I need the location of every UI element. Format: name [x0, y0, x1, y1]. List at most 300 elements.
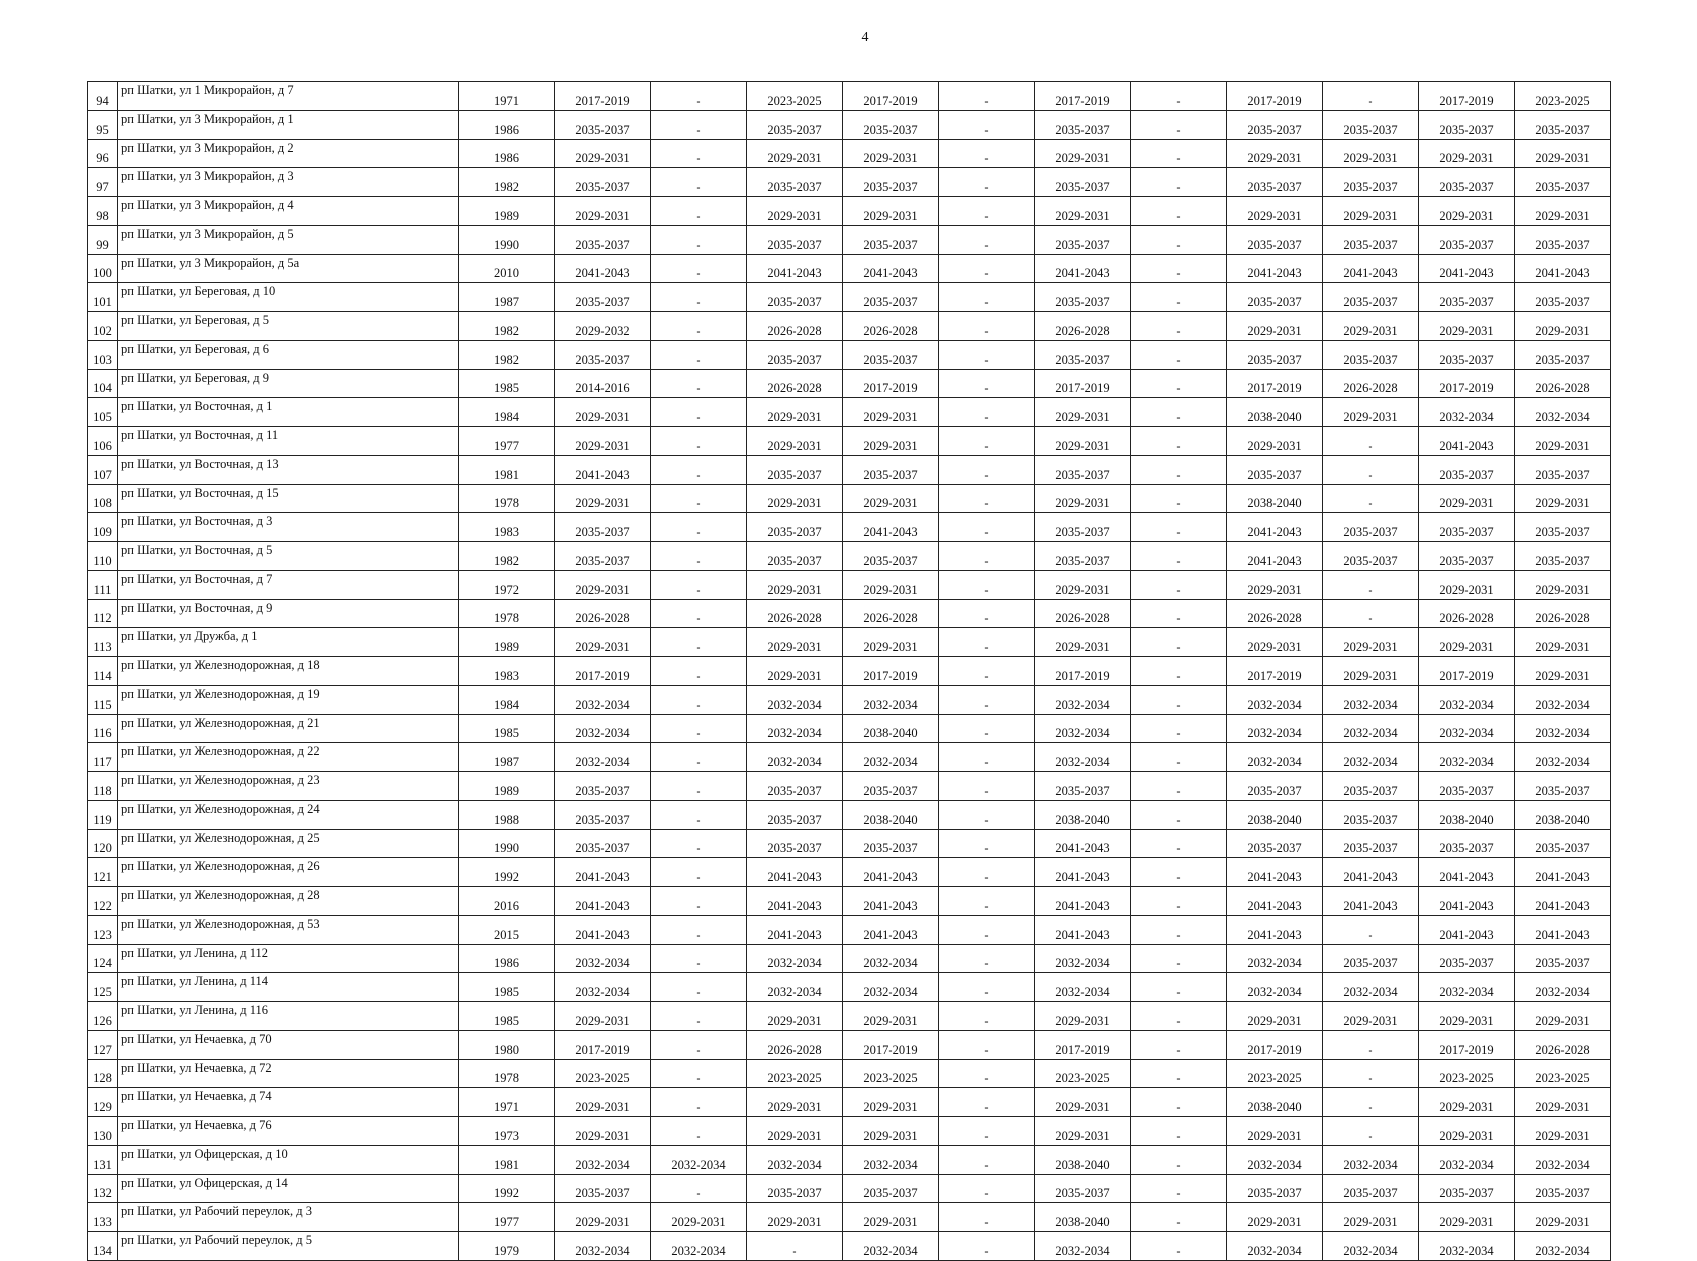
schedule-period-cell: 2032-2034 — [1515, 685, 1611, 714]
schedule-period-cell: 2032-2034 — [1515, 1232, 1611, 1261]
row-number-cell: 96 — [88, 139, 118, 168]
year-built-cell: 1977 — [459, 1203, 555, 1232]
table-row — [88, 82, 1611, 111]
schedule-period-cell: 2032-2034 — [1227, 944, 1323, 973]
schedule-period-cell: - — [939, 398, 1035, 427]
schedule-period-cell: - — [939, 800, 1035, 829]
address-cell: рп Шатки, ул Железнодорожная, д 23 — [118, 772, 459, 801]
table-row — [88, 685, 1611, 714]
schedule-period-cell: 2035-2037 — [1227, 829, 1323, 858]
schedule-period-cell: - — [651, 254, 747, 283]
schedule-period-cell: - — [1131, 1174, 1227, 1203]
schedule-period-cell: - — [651, 312, 747, 341]
schedule-period-cell: 2029-2031 — [1227, 139, 1323, 168]
schedule-period-cell: 2035-2037 — [1035, 542, 1131, 571]
schedule-period-cell: 2035-2037 — [1035, 110, 1131, 139]
schedule-period-cell: 2035-2037 — [843, 283, 939, 312]
year-built-cell: 1985 — [459, 369, 555, 398]
schedule-period-cell: 2026-2028 — [1515, 599, 1611, 628]
schedule-period-cell: 2029-2031 — [555, 1203, 651, 1232]
table-row — [88, 340, 1611, 369]
year-built-cell: 2016 — [459, 887, 555, 916]
row-number-cell: 110 — [88, 542, 118, 571]
schedule-period-cell: 2035-2037 — [843, 829, 939, 858]
schedule-period-cell: 2017-2019 — [555, 657, 651, 686]
schedule-period-cell: 2041-2043 — [1419, 887, 1515, 916]
schedule-period-cell: 2035-2037 — [1323, 1174, 1419, 1203]
schedule-period-cell: - — [939, 685, 1035, 714]
schedule-period-cell: 2023-2025 — [1515, 82, 1611, 111]
schedule-period-cell: 2029-2031 — [747, 628, 843, 657]
schedule-period-cell: - — [1131, 973, 1227, 1002]
schedule-period-cell: 2017-2019 — [843, 369, 939, 398]
row-number-cell: 114 — [88, 657, 118, 686]
schedule-period-cell: 2035-2037 — [1419, 1174, 1515, 1203]
table-row — [88, 772, 1611, 801]
schedule-period-cell: 2026-2028 — [1323, 369, 1419, 398]
table-row — [88, 829, 1611, 858]
schedule-period-cell: 2029-2031 — [747, 570, 843, 599]
schedule-period-cell: 2026-2028 — [1515, 369, 1611, 398]
schedule-period-cell: 2032-2034 — [843, 1145, 939, 1174]
year-built-cell: 1973 — [459, 1117, 555, 1146]
schedule-period-cell: 2017-2019 — [1419, 657, 1515, 686]
schedule-period-cell: - — [1323, 1117, 1419, 1146]
schedule-period-cell: 2023-2025 — [1419, 1059, 1515, 1088]
table-row — [88, 197, 1611, 226]
address-cell: рп Шатки, ул 3 Микрорайон, д 1 — [118, 110, 459, 139]
schedule-period-cell: 2035-2037 — [1227, 1174, 1323, 1203]
schedule-period-cell: 2032-2034 — [555, 714, 651, 743]
schedule-period-cell: 2035-2037 — [1515, 340, 1611, 369]
schedule-period-cell: 2032-2034 — [1323, 1232, 1419, 1261]
schedule-period-cell: - — [651, 542, 747, 571]
schedule-period-cell: 2029-2031 — [555, 1002, 651, 1031]
schedule-period-cell: 2029-2031 — [747, 427, 843, 456]
schedule-period-cell: 2035-2037 — [747, 513, 843, 542]
schedule-period-cell: - — [1323, 570, 1419, 599]
schedule-period-cell: - — [1131, 1059, 1227, 1088]
schedule-period-cell: 2035-2037 — [1419, 542, 1515, 571]
schedule-period-cell: 2029-2031 — [747, 398, 843, 427]
schedule-period-cell: - — [1131, 312, 1227, 341]
schedule-period-cell: - — [1323, 1030, 1419, 1059]
schedule-period-cell: 2032-2034 — [555, 685, 651, 714]
schedule-period-cell: 2035-2037 — [1419, 168, 1515, 197]
schedule-period-cell: 2029-2031 — [1323, 657, 1419, 686]
schedule-period-cell: - — [1131, 168, 1227, 197]
schedule-period-cell: 2035-2037 — [747, 225, 843, 254]
schedule-period-cell: 2041-2043 — [843, 513, 939, 542]
schedule-period-cell: 2035-2037 — [843, 455, 939, 484]
row-number-cell: 111 — [88, 570, 118, 599]
schedule-period-cell: 2035-2037 — [1323, 542, 1419, 571]
schedule-period-cell: 2041-2043 — [747, 254, 843, 283]
schedule-period-cell: - — [651, 427, 747, 456]
schedule-period-cell: 2032-2034 — [1323, 685, 1419, 714]
schedule-period-cell: 2029-2031 — [1419, 1117, 1515, 1146]
schedule-period-cell: - — [651, 168, 747, 197]
schedule-period-cell: - — [939, 168, 1035, 197]
schedule-period-cell: 2041-2043 — [1419, 427, 1515, 456]
row-number-cell: 108 — [88, 484, 118, 513]
schedule-period-cell: - — [939, 427, 1035, 456]
schedule-period-cell: 2035-2037 — [747, 283, 843, 312]
schedule-period-cell: 2029-2031 — [747, 139, 843, 168]
schedule-period-cell: 2032-2034 — [1419, 1232, 1515, 1261]
schedule-period-cell: - — [1131, 685, 1227, 714]
schedule-period-cell: 2026-2028 — [555, 599, 651, 628]
schedule-period-cell: - — [651, 657, 747, 686]
schedule-period-cell: 2038-2040 — [1035, 800, 1131, 829]
address-cell: рп Шатки, ул 3 Микрорайон, д 5а — [118, 254, 459, 283]
schedule-period-cell: 2035-2037 — [555, 225, 651, 254]
schedule-period-cell: 2035-2037 — [843, 225, 939, 254]
schedule-period-cell: 2038-2040 — [1035, 1145, 1131, 1174]
page-number: 4 — [861, 30, 869, 45]
row-number-cell: 120 — [88, 829, 118, 858]
schedule-period-cell: 2035-2037 — [1227, 225, 1323, 254]
schedule-period-cell: 2032-2034 — [1035, 973, 1131, 1002]
table-row — [88, 570, 1611, 599]
address-cell: рп Шатки, ул Нечаевка, д 76 — [118, 1117, 459, 1146]
schedule-period-cell: - — [651, 628, 747, 657]
schedule-period-cell: 2035-2037 — [1515, 944, 1611, 973]
schedule-period-cell: 2032-2034 — [1035, 714, 1131, 743]
schedule-period-cell: - — [939, 82, 1035, 111]
schedule-period-cell: 2029-2031 — [1515, 1117, 1611, 1146]
schedule-period-cell: 2032-2034 — [1419, 973, 1515, 1002]
address-cell: рп Шатки, ул Железнодорожная, д 24 — [118, 800, 459, 829]
address-cell: рп Шатки, ул Восточная, д 3 — [118, 513, 459, 542]
year-built-cell: 1992 — [459, 1174, 555, 1203]
schedule-period-cell: 2032-2034 — [1515, 743, 1611, 772]
schedule-period-cell: 2035-2037 — [555, 168, 651, 197]
schedule-period-cell: 2029-2031 — [1227, 312, 1323, 341]
row-number-cell: 103 — [88, 340, 118, 369]
schedule-period-cell: 2029-2031 — [843, 427, 939, 456]
schedule-period-cell: 2029-2031 — [843, 1088, 939, 1117]
schedule-period-cell: 2038-2040 — [1227, 1088, 1323, 1117]
row-number-cell: 94 — [88, 82, 118, 111]
schedule-period-cell: - — [939, 369, 1035, 398]
schedule-period-cell: 2029-2031 — [1035, 197, 1131, 226]
schedule-period-cell: 2035-2037 — [1035, 455, 1131, 484]
schedule-period-cell: 2029-2031 — [1323, 312, 1419, 341]
schedule-period-cell: 2035-2037 — [555, 772, 651, 801]
schedule-period-cell: 2032-2034 — [555, 743, 651, 772]
address-cell: рп Шатки, ул Береговая, д 9 — [118, 369, 459, 398]
schedule-period-cell: 2041-2043 — [1419, 254, 1515, 283]
schedule-period-cell: 2026-2028 — [747, 369, 843, 398]
schedule-period-cell: - — [939, 743, 1035, 772]
table-row — [88, 1117, 1611, 1146]
schedule-period-cell: 2023-2025 — [747, 82, 843, 111]
schedule-period-cell: 2041-2043 — [1227, 858, 1323, 887]
schedule-period-cell: 2026-2028 — [843, 599, 939, 628]
row-number-cell: 128 — [88, 1059, 118, 1088]
schedule-period-cell: 2035-2037 — [555, 1174, 651, 1203]
schedule-period-cell: 2041-2043 — [1227, 887, 1323, 916]
year-built-cell: 1985 — [459, 973, 555, 1002]
schedule-period-cell: 2029-2031 — [1227, 427, 1323, 456]
schedule-period-cell: - — [1131, 369, 1227, 398]
table-row — [88, 139, 1611, 168]
schedule-period-cell: 2026-2028 — [747, 599, 843, 628]
address-cell: рп Шатки, ул Восточная, д 7 — [118, 570, 459, 599]
schedule-period-cell: - — [1131, 455, 1227, 484]
repair-schedule-table — [87, 81, 1611, 1261]
schedule-period-cell: 2029-2031 — [747, 1117, 843, 1146]
schedule-period-cell: 2032-2034 — [1323, 743, 1419, 772]
schedule-period-cell: 2032-2034 — [651, 1145, 747, 1174]
table-row — [88, 599, 1611, 628]
address-cell: рп Шатки, ул 3 Микрорайон, д 2 — [118, 139, 459, 168]
address-cell: рп Шатки, ул Ленина, д 114 — [118, 973, 459, 1002]
schedule-period-cell: 2029-2031 — [555, 139, 651, 168]
schedule-period-cell: - — [1131, 915, 1227, 944]
table-row — [88, 427, 1611, 456]
schedule-period-cell: - — [1323, 455, 1419, 484]
schedule-period-cell: 2032-2034 — [1035, 1232, 1131, 1261]
schedule-period-cell: 2032-2034 — [1323, 1145, 1419, 1174]
schedule-period-cell: 2026-2028 — [1227, 599, 1323, 628]
schedule-period-cell: 2032-2034 — [843, 743, 939, 772]
row-number-cell: 101 — [88, 283, 118, 312]
schedule-period-cell: - — [651, 858, 747, 887]
schedule-period-cell: 2032-2034 — [1515, 714, 1611, 743]
schedule-period-cell: - — [939, 570, 1035, 599]
schedule-period-cell: - — [1131, 657, 1227, 686]
address-cell: рп Шатки, ул Железнодорожная, д 25 — [118, 829, 459, 858]
row-number-cell: 126 — [88, 1002, 118, 1031]
year-built-cell: 1982 — [459, 340, 555, 369]
year-built-cell: 1978 — [459, 484, 555, 513]
schedule-period-cell: 2041-2043 — [747, 858, 843, 887]
schedule-period-cell: - — [1131, 139, 1227, 168]
schedule-period-cell: - — [1131, 1088, 1227, 1117]
schedule-period-cell: 2035-2037 — [843, 340, 939, 369]
schedule-period-cell: 2026-2028 — [843, 312, 939, 341]
schedule-period-cell: - — [939, 1232, 1035, 1261]
schedule-period-cell: 2029-2031 — [1323, 197, 1419, 226]
schedule-period-cell: 2029-2031 — [1419, 1088, 1515, 1117]
schedule-period-cell: 2035-2037 — [843, 168, 939, 197]
schedule-period-cell: 2032-2034 — [1515, 973, 1611, 1002]
schedule-period-cell: 2014-2016 — [555, 369, 651, 398]
schedule-period-cell: 2029-2031 — [1515, 139, 1611, 168]
schedule-period-cell: 2032-2034 — [747, 685, 843, 714]
schedule-period-cell: 2029-2031 — [1035, 570, 1131, 599]
schedule-period-cell: - — [939, 772, 1035, 801]
address-cell: рп Шатки, ул Восточная, д 1 — [118, 398, 459, 427]
table-row — [88, 973, 1611, 1002]
address-cell: рп Шатки, ул Нечаевка, д 74 — [118, 1088, 459, 1117]
schedule-period-cell: 2035-2037 — [555, 513, 651, 542]
address-cell: рп Шатки, ул Береговая, д 5 — [118, 312, 459, 341]
schedule-period-cell: 2029-2031 — [1035, 484, 1131, 513]
schedule-period-cell: 2041-2043 — [555, 254, 651, 283]
schedule-period-cell: 2035-2037 — [747, 1174, 843, 1203]
schedule-period-cell: 2038-2040 — [1419, 800, 1515, 829]
schedule-period-cell: 2035-2037 — [555, 829, 651, 858]
schedule-period-cell: - — [1131, 1232, 1227, 1261]
schedule-period-cell: 2023-2025 — [1515, 1059, 1611, 1088]
address-cell: рп Шатки, ул Железнодорожная, д 28 — [118, 887, 459, 916]
table-row — [88, 887, 1611, 916]
schedule-period-cell: 2032-2034 — [843, 685, 939, 714]
schedule-period-cell: - — [1131, 628, 1227, 657]
schedule-period-cell: - — [651, 340, 747, 369]
schedule-period-cell: 2035-2037 — [1515, 455, 1611, 484]
schedule-period-cell: - — [651, 743, 747, 772]
schedule-period-cell: 2029-2031 — [1323, 139, 1419, 168]
schedule-period-cell: 2029-2031 — [555, 570, 651, 599]
schedule-period-cell: - — [939, 1203, 1035, 1232]
schedule-period-cell: 2038-2040 — [1227, 484, 1323, 513]
year-built-cell: 1981 — [459, 455, 555, 484]
schedule-period-cell: 2026-2028 — [1035, 312, 1131, 341]
schedule-period-cell: 2032-2034 — [1323, 973, 1419, 1002]
schedule-period-cell: - — [1323, 1059, 1419, 1088]
schedule-period-cell: 2029-2031 — [1515, 657, 1611, 686]
address-cell: рп Шатки, ул Рабочий переулок, д 5 — [118, 1232, 459, 1261]
schedule-period-cell: 2029-2031 — [843, 1117, 939, 1146]
schedule-period-cell: 2029-2031 — [1515, 197, 1611, 226]
schedule-period-cell: 2035-2037 — [555, 340, 651, 369]
schedule-period-cell: 2029-2031 — [1323, 398, 1419, 427]
schedule-period-cell: 2026-2028 — [1035, 599, 1131, 628]
schedule-period-cell: - — [939, 340, 1035, 369]
schedule-period-cell: 2035-2037 — [747, 542, 843, 571]
schedule-period-cell: - — [1131, 225, 1227, 254]
schedule-period-cell: 2026-2028 — [747, 1030, 843, 1059]
address-cell: рп Шатки, ул Восточная, д 11 — [118, 427, 459, 456]
schedule-period-cell: 2041-2043 — [1515, 915, 1611, 944]
schedule-period-cell: 2029-2031 — [1515, 484, 1611, 513]
year-built-cell: 1984 — [459, 685, 555, 714]
schedule-period-cell: - — [651, 110, 747, 139]
address-cell: рп Шатки, ул Рабочий переулок, д 3 — [118, 1203, 459, 1232]
schedule-period-cell: 2035-2037 — [747, 340, 843, 369]
table-row — [88, 369, 1611, 398]
schedule-period-cell: - — [939, 628, 1035, 657]
schedule-period-cell: 2035-2037 — [1419, 455, 1515, 484]
schedule-period-cell: - — [651, 915, 747, 944]
schedule-period-cell: - — [1323, 484, 1419, 513]
schedule-period-cell: - — [1131, 197, 1227, 226]
schedule-period-cell: 2035-2037 — [1227, 772, 1323, 801]
schedule-period-cell: 2041-2043 — [843, 887, 939, 916]
schedule-period-cell: 2035-2037 — [843, 110, 939, 139]
schedule-period-cell: 2026-2028 — [1419, 599, 1515, 628]
schedule-period-cell: 2029-2031 — [651, 1203, 747, 1232]
schedule-period-cell: - — [1131, 1203, 1227, 1232]
schedule-period-cell: 2029-2031 — [1515, 628, 1611, 657]
row-number-cell: 102 — [88, 312, 118, 341]
schedule-period-cell: 2041-2043 — [1515, 858, 1611, 887]
table-row — [88, 944, 1611, 973]
schedule-period-cell: 2029-2031 — [1419, 570, 1515, 599]
schedule-period-cell: - — [1323, 915, 1419, 944]
schedule-period-cell: 2029-2031 — [1227, 1117, 1323, 1146]
schedule-period-cell: 2029-2031 — [1035, 1117, 1131, 1146]
schedule-period-cell: 2017-2019 — [843, 82, 939, 111]
schedule-period-cell: 2029-2031 — [1515, 570, 1611, 599]
schedule-period-cell: - — [1131, 283, 1227, 312]
address-cell: рп Шатки, ул Железнодорожная, д 21 — [118, 714, 459, 743]
schedule-period-cell: 2017-2019 — [1227, 82, 1323, 111]
schedule-period-cell: - — [651, 369, 747, 398]
schedule-period-cell: - — [651, 1059, 747, 1088]
schedule-period-cell: - — [651, 685, 747, 714]
year-built-cell: 1986 — [459, 944, 555, 973]
schedule-period-cell: 2032-2034 — [1227, 714, 1323, 743]
table-row — [88, 1088, 1611, 1117]
schedule-period-cell: - — [651, 714, 747, 743]
address-cell: рп Шатки, ул Железнодорожная, д 22 — [118, 743, 459, 772]
schedule-period-cell: 2029-2031 — [843, 139, 939, 168]
row-number-cell: 124 — [88, 944, 118, 973]
schedule-period-cell: - — [939, 599, 1035, 628]
row-number-cell: 131 — [88, 1145, 118, 1174]
schedule-period-cell: 2041-2043 — [555, 887, 651, 916]
schedule-period-cell: - — [1131, 714, 1227, 743]
schedule-period-cell: - — [651, 1030, 747, 1059]
schedule-period-cell: 2035-2037 — [1419, 225, 1515, 254]
schedule-period-cell: 2035-2037 — [1515, 829, 1611, 858]
schedule-period-cell: - — [1131, 427, 1227, 456]
address-cell: рп Шатки, ул Восточная, д 15 — [118, 484, 459, 513]
schedule-period-cell: 2035-2037 — [1323, 944, 1419, 973]
schedule-period-cell: 2029-2031 — [1035, 427, 1131, 456]
schedule-period-cell: 2017-2019 — [1035, 657, 1131, 686]
year-built-cell: 1972 — [459, 570, 555, 599]
schedule-period-cell: - — [651, 513, 747, 542]
schedule-period-cell: 2035-2037 — [1035, 513, 1131, 542]
year-built-cell: 1981 — [459, 1145, 555, 1174]
row-number-cell: 104 — [88, 369, 118, 398]
row-number-cell: 106 — [88, 427, 118, 456]
schedule-period-cell: 2032-2034 — [1419, 1145, 1515, 1174]
schedule-period-cell: 2032-2034 — [1035, 685, 1131, 714]
schedule-period-cell: 2032-2034 — [1227, 1232, 1323, 1261]
schedule-period-cell: - — [939, 513, 1035, 542]
schedule-period-cell: - — [939, 1145, 1035, 1174]
address-cell: рп Шатки, ул 3 Микрорайон, д 3 — [118, 168, 459, 197]
schedule-period-cell: 2032-2034 — [843, 973, 939, 1002]
schedule-period-cell: 2041-2043 — [843, 858, 939, 887]
schedule-period-cell: 2035-2037 — [843, 1174, 939, 1203]
table-row — [88, 743, 1611, 772]
schedule-period-cell: - — [1131, 1002, 1227, 1031]
table-row — [88, 1145, 1611, 1174]
schedule-period-cell: 2029-2031 — [555, 1117, 651, 1146]
schedule-period-cell: 2041-2043 — [1227, 254, 1323, 283]
schedule-period-cell: 2038-2040 — [1515, 800, 1611, 829]
address-cell: рп Шатки, ул 1 Микрорайон, д 7 — [118, 82, 459, 111]
schedule-period-cell: 2035-2037 — [1227, 168, 1323, 197]
year-built-cell: 1990 — [459, 225, 555, 254]
schedule-period-cell: 2035-2037 — [555, 110, 651, 139]
table-row — [88, 110, 1611, 139]
address-cell: рп Шатки, ул Дружба, д 1 — [118, 628, 459, 657]
schedule-period-cell: - — [1131, 858, 1227, 887]
address-cell: рп Шатки, ул Офицерская, д 10 — [118, 1145, 459, 1174]
schedule-period-cell: 2035-2037 — [1035, 283, 1131, 312]
year-built-cell: 1982 — [459, 168, 555, 197]
year-built-cell: 1979 — [459, 1232, 555, 1261]
